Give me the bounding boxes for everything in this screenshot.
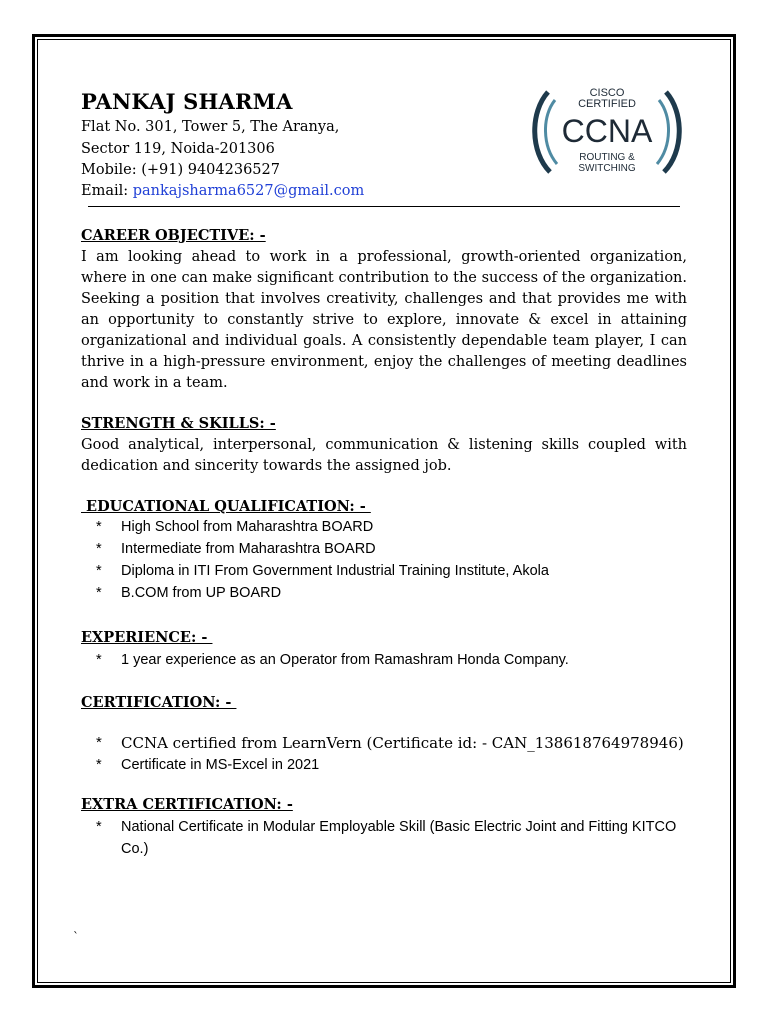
- logo-certified: CERTIFIED: [578, 98, 636, 110]
- education-item-text: High School from Maharashtra BOARD: [121, 519, 374, 535]
- list-item: [96, 516, 701, 538]
- education-item-text: Intermediate from Maharashtra BOARD: [121, 541, 376, 557]
- address-line-1: Flat No. 301, Tower 5, The Aranya,: [81, 119, 340, 135]
- stray-mark: `: [73, 930, 79, 944]
- email-link[interactable]: pankajsharma6527@gmail.com: [132, 183, 365, 199]
- experience-item-text: 1 year experience as an Operator from Ramashram Honda Company.: [121, 652, 569, 668]
- logo-ccna: CCNA: [561, 113, 653, 149]
- candidate-name: PANKAJ SHARMA: [81, 89, 293, 114]
- list-item: [96, 754, 701, 776]
- education-list: [96, 516, 701, 604]
- career-objective-heading: CAREER OBJECTIVE: -: [81, 227, 266, 244]
- career-objective-text: I am looking ahead to work in a professional, growth-oriented organization, where in one can make significant contribution to the success of the organization. Seeking a position that involves creativity, challenges and that provides me with an opportunity to constantly strive to explore, innovate & excel in attaining organizational and individual goals. A consistently dependable team player, I can thrive in a high-pressure environment, enjoy the challenges of meeting deadlines and work in a team.: [81, 249, 687, 391]
- bullet-star: *: [96, 652, 102, 668]
- address-line-2: Sector 119, Noida-201306: [81, 141, 275, 157]
- header-divider: [88, 206, 680, 207]
- certification-heading: CERTIFICATION: -: [81, 694, 237, 711]
- logo-switching: SWITCHING: [578, 163, 636, 174]
- experience-list: [96, 649, 701, 671]
- logo-routing: ROUTING &: [579, 152, 635, 163]
- list-item: [96, 816, 701, 860]
- list-item: [96, 732, 701, 754]
- ccna-logo: [528, 84, 686, 180]
- extra-certification-item-text: National Certificate in Modular Employable Skill (Basic Electric Joint and Fitting KITCO Co.): [121, 819, 677, 857]
- extra-certification-list: [96, 816, 701, 860]
- email-row: [81, 183, 364, 199]
- bullet-star: *: [96, 541, 102, 557]
- strength-skills-text: Good analytical, interpersonal, communication & listening skills coupled with dedication and sincerity towards the assigned job.: [81, 437, 687, 474]
- experience-heading: EXPERIENCE: -: [81, 629, 213, 646]
- certification-item-text: CCNA certified from LearnVern (Certificate id: - CAN_138618764978946): [121, 734, 684, 752]
- list-item: [96, 560, 701, 582]
- education-item-text: B.COM from UP BOARD: [121, 585, 282, 601]
- bullet-star: *: [96, 734, 102, 751]
- certification-list: [96, 732, 701, 776]
- list-item: [96, 649, 701, 671]
- strength-skills-heading: STRENGTH & SKILLS: -: [81, 415, 276, 432]
- mobile-number: Mobile: (+91) 9404236527: [81, 162, 280, 178]
- list-item: [96, 538, 701, 560]
- email-label: Email:: [81, 183, 133, 199]
- extra-certification-heading: EXTRA CERTIFICATION: -: [81, 796, 293, 813]
- education-item-text: Diploma in ITI From Government Industrial Training Institute, Akola: [121, 563, 549, 579]
- bullet-star: *: [96, 519, 102, 535]
- certification-item-text: Certificate in MS-Excel in 2021: [121, 757, 320, 773]
- bullet-star: *: [96, 585, 102, 601]
- bullet-star: *: [96, 819, 102, 835]
- bullet-star: *: [96, 757, 102, 773]
- logo-cisco: CISCO: [589, 87, 625, 99]
- education-heading: EDUCATIONAL QUALIFICATION: -: [81, 498, 371, 515]
- list-item: [96, 582, 701, 604]
- bullet-star: *: [96, 563, 102, 579]
